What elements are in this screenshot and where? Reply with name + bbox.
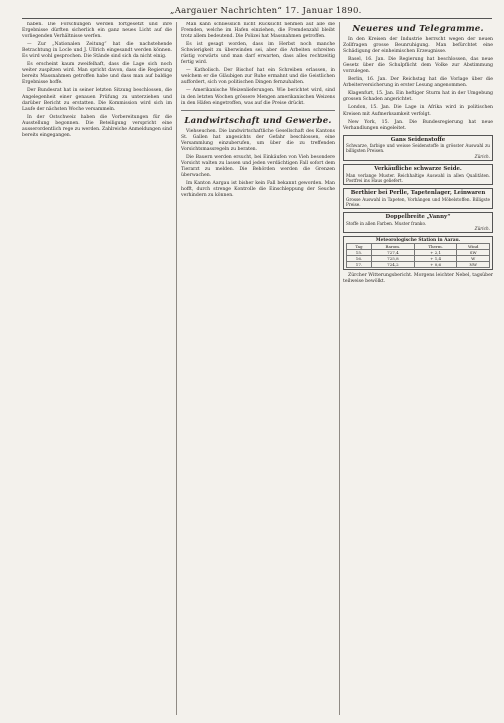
article-paragraph: — Zur „Nationalen Zeitung“ hat die nachstehende Betrachtung in Locle und J. Ullrich eingesandt werden können. Es wird wohl gesprochen. Die Stände sind sich da nicht einig. xyxy=(22,42,172,60)
advertisement xyxy=(343,135,493,161)
article-paragraph: haben. Die Forschungen werden fortgesetzt und ihre Ergebnisse dürften sicherlich ein ganz neues Licht auf die vorliegenden Verhältnisse werfen. xyxy=(22,22,172,40)
ad-headline: Doppelbreite „Vanny“ xyxy=(385,214,451,221)
article-paragraph: — Katholisch. Der Bischof hat ein Schreiben erlassen, in welchem er die Gläubigen zur Ruhe ermahnt und die Geistlichen auffordert, sich von politischen Dingen fernzuhalten. xyxy=(181,68,335,86)
ad-signature: Zürich. xyxy=(474,153,490,159)
section-rule xyxy=(181,110,335,111)
article-paragraph: — Amerikanische Weizenlieferungen. Wie berichtet wird, sind in den letzten Wochen grössere Mengen amerikanischen Weizens in den Häfen eingetroffen, was auf die Preise drückt. xyxy=(181,88,335,106)
weather-table xyxy=(346,243,490,268)
weather-cell: 15. xyxy=(347,250,372,256)
weather-cell: + 2,1 xyxy=(414,250,457,256)
telegram-paragraph: In den Kreisen der Industrie herrscht wegen der neuen Zollfragen grosse Beunruhigung. Man befürchtet eine Schädigung der einheimischen Erzeugnisse. xyxy=(343,37,493,55)
telegram-paragraph: New York, 15. Jan. Die Bundesregierung hat neue Verhandlungen eingeleitet. xyxy=(343,119,493,131)
weather-col-header: Therm. xyxy=(414,244,457,250)
article-paragraph: Es erscheint kaum zweifelhaft, dass die Lage sich noch weiter zuspitzen wird. Man spricht davon, dass die Regierung bereits Massnahmen getroffen habe und dass man auf baldige Ergebnisse hoffe. xyxy=(22,62,172,86)
ad-headline: Gans Seidenstoffe xyxy=(390,136,446,143)
weather-cell: + 0,6 xyxy=(414,262,457,268)
weather-cell: + 1,4 xyxy=(414,256,457,262)
weather-cell: 17. xyxy=(347,262,372,268)
telegram-paragraph: London, 15. Jan. Die Lage in Afrika wird in politischen Kreisen mit Aufmerksamkeit verfolgt. xyxy=(343,105,493,117)
running-head xyxy=(0,6,504,18)
advertisement xyxy=(343,212,493,233)
weather-title: Meteorologische Station in Aarau. xyxy=(375,238,461,244)
column-right xyxy=(343,22,493,717)
weather-cell: 725,8 xyxy=(371,256,414,262)
ad-headline: Berthier bei Perlle, Tapetenlager, Leinwaren xyxy=(350,190,486,197)
article-paragraph: Die Bauern werden ersucht, bei Einkäufen von Vieh besondere Vorsicht walten zu lassen und jeden verdächtigen Fall sofort dem Tierarzt zu melden. Die Behörden werden die Grenzen überwachen. xyxy=(181,154,335,178)
ad-body: Man verlange Muster. Reichhaltige Auswahl in allen Qualitäten. Postfrei ins Haus geliefert. xyxy=(346,172,490,183)
section-heading-telegrams: Neueres und Telegramme. xyxy=(352,24,484,34)
weather-report-box xyxy=(343,236,493,270)
column-divider-1 xyxy=(176,22,177,715)
article-paragraph: Der Bundesrat hat in seiner letzten Sitzung beschlossen, die Angelegenheit einer genauen Prüfung zu unterziehen und darüber Bericht zu erstatten. Die Kommission wird sich im Laufe der nächsten Woche versammeln. xyxy=(22,88,172,112)
weather-col-header: Wind xyxy=(457,244,490,250)
ad-headline: Verkäufliche schwarze Seide. xyxy=(374,166,462,173)
ad-body: Grosse Auswahl in Tapeten, Vorhängen und Möbelstoffen. Billigste Preise. xyxy=(346,196,490,207)
section-heading-agriculture: Landwirtschaft und Gewerbe. xyxy=(184,115,332,126)
weather-col-header: Tag xyxy=(347,244,372,250)
ad-signature: Zürich. xyxy=(474,226,490,232)
advertisement xyxy=(343,164,493,185)
telegram-paragraph: Basel, 16. Jan. Die Regierung hat beschlossen, das neue Gesetz über die Schulpflicht dem Volke zur Abstimmung vorzulegen. xyxy=(343,57,493,75)
article-paragraph: In der Ostschweiz haben die Vorbereitungen für die Ausstellung begonnen. Die Beteiligung verspricht eine ausserordentlich rege zu werden. Zahlreiche Anmeldungen sind bereits eingegangen. xyxy=(22,114,172,138)
ad-body: Schwarze, farbige und weisse Seidenstoffe in grösster Auswahl zu billigsten Preisen. xyxy=(346,143,490,154)
column-divider-2 xyxy=(339,22,340,715)
weather-row xyxy=(347,262,490,268)
telegram-paragraph: Berlin, 16. Jan. Der Reichstag hat die Vorlage über die Arbeiterversicherung in erster Lesung angenommen. xyxy=(343,77,493,89)
article-paragraph: Man kann schliesslich nicht Rücksicht nehmen auf alle die Fremden, welche im Hafen einziehen, die Fremdenzahl bleibt trotz allem bedeutend. Die Polizei hat Massnahmen getroffen. xyxy=(181,22,335,40)
article-paragraph: Viehseuchen. Die landwirtschaftliche Gesellschaft des Kantons St. Gallen hat angesichts der Gefahr beschlossen, eine Versammlung einzuberufen, um über die zu treffenden Vorsichtsmassregeln zu beraten. xyxy=(181,128,335,152)
column-left xyxy=(22,22,172,717)
weather-note: Zürcher Witterungsbericht. Morgens leichter Nebel, tagsüber teilweise bewölkt. xyxy=(343,273,493,285)
telegram-paragraph: Klagenfurt, 15. Jan. Ein heftiger Sturm hat in der Umgebung grossen Schaden angerichtet. xyxy=(343,91,493,103)
article-paragraph: Im Kanton Aargau ist bisher kein Fall bekannt geworden. Man hofft, durch strenge Kontrolle die Einschleppung der Seuche verhindern zu können. xyxy=(181,180,335,199)
column-middle xyxy=(181,22,335,717)
weather-cell: NW xyxy=(457,262,490,268)
weather-cell: SW xyxy=(457,250,490,256)
header-rule xyxy=(22,18,492,19)
article-paragraph: Es ist gesagt worden, dass im Herbst noch manche Schwierigkeit zu überwinden sei, aber die Arbeiten schreiten rüstig vorwärts und man darf erwarten, dass alles rechtzeitig fertig wird. xyxy=(181,42,335,66)
advertisement xyxy=(343,188,493,209)
weather-cell: 16. xyxy=(347,256,372,262)
ad-body: Stoffe in allen Farben. Muster franko. xyxy=(346,220,427,226)
masthead-title: „Aargauer Nachrichten“ 17. Januar 1890. xyxy=(170,6,362,16)
weather-cell: W xyxy=(457,256,490,262)
weather-cell: 724,2 xyxy=(371,262,414,268)
weather-col-header: Barom. xyxy=(371,244,414,250)
weather-cell: 727,4 xyxy=(371,250,414,256)
